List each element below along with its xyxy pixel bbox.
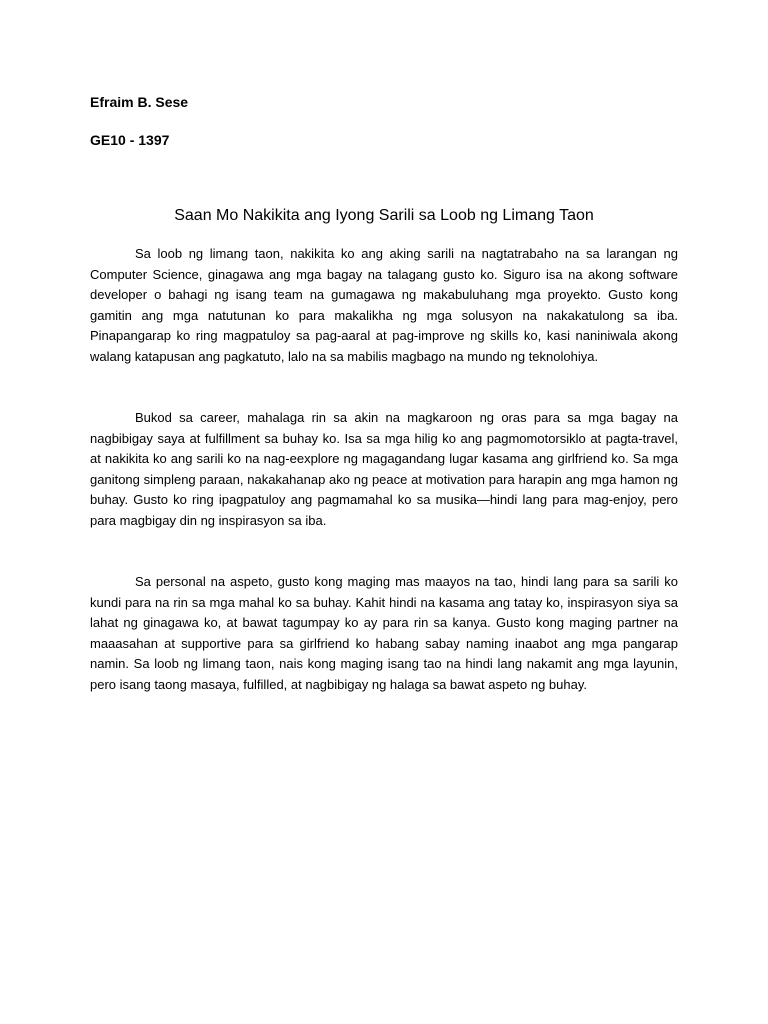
paragraph: Sa loob ng limang taon, nakikita ko ang aking sarili na nagtatrabaho na sa larangan ng Computer Science, ginagawa ang mga bagay na talagang gusto ko. Siguro isa na akong software developer o bahagi ng isang team na gumagawa ng makabuluhang mga proyekto. Gusto kong gamitin ang mga natutunan ko para makalikha ng mga solusyon na nakakatulong sa iba. Pinapangarap ko ring magpatuloy sa pag-aaral at pag-improve ng skills ko, kasi naniniwala akong walang katapusan ang pagkatuto, lalo na sa mabilis magbago na mundo ng teknolohiya. [90, 246, 678, 364]
paragraph-block-1 [90, 244, 678, 368]
author-name: Efraim B. Sese [90, 94, 189, 110]
paragraph-block-2 [90, 408, 678, 532]
paragraph-block-3 [90, 572, 678, 696]
paragraph: Bukod sa career, mahalaga rin sa akin na magkaroon ng oras para sa mga bagay na nagbibigay saya at fulfillment sa buhay ko. Isa sa mga hilig ko ang pagmomotorsiklo at pagta-travel, at nakikita ko ang sarili ko na nag-eexplore ng magagandang lugar kasama ang girlfriend ko. Sa mga ganitong simpleng paraan, nakakahanap ako ng peace at motivation para harapin ang mga hamon ng buhay. Gusto ko ring ipagpatuloy ang pagmamahal ko sa musika—hindi lang para mag-enjoy, pero para magbigay din ng inspirasyon sa iba. [90, 410, 678, 528]
course-code: GE10 - 1397 [90, 132, 170, 148]
paragraph: Sa personal na aspeto, gusto kong maging mas maayos na tao, hindi lang para sa sarili ko kundi para na rin sa mga mahal ko sa buhay. Kahit hindi na kasama ang tatay ko, inspirasyon siya sa lahat ng ginagawa ko, at bawat tagumpay ko ay para rin sa kanya. Gusto kong maging partner na maaasahan at supportive para sa girlfriend ko habang sabay naming inaabot ang mga pangarap namin. Sa loob ng limang taon, nais kong maging isang tao na hindi lang nakamit ang mga layunin, pero isang taong masaya, fulfilled, at nagbibigay ng halaga sa bawat aspeto ng buhay. [90, 574, 678, 692]
essay-title: Saan Mo Nakikita ang Iyong Sarili sa Loob ng Limang Taon [174, 207, 594, 224]
